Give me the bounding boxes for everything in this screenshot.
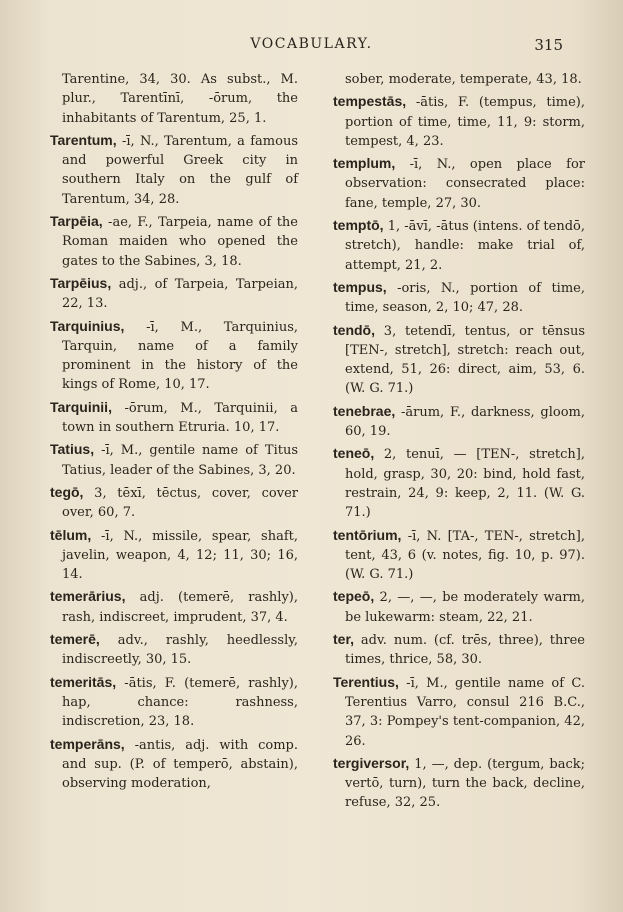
dictionary-entry bbox=[333, 92, 585, 151]
dictionary-entry bbox=[333, 444, 585, 522]
left-column bbox=[50, 70, 298, 796]
dictionary-entry bbox=[50, 317, 298, 395]
entry-headword: Tarentum, bbox=[50, 131, 117, 148]
dictionary-entry bbox=[333, 754, 585, 813]
right-column bbox=[333, 70, 585, 816]
page-number: 315 bbox=[534, 36, 563, 54]
entry-headword: teneō, bbox=[333, 445, 375, 462]
entry-headword: tempus, bbox=[333, 278, 387, 295]
entry-definition: -ī, N., Tarentum, a famous and powerful Greek city in southern Italy on the gulf of Tarentum, 34, 28. bbox=[62, 133, 298, 207]
dictionary-entry bbox=[50, 483, 298, 523]
dictionary-entry bbox=[50, 131, 298, 209]
dictionary-entry bbox=[333, 154, 585, 213]
running-title: VOCABULARY. bbox=[250, 36, 373, 52]
dictionary-entry bbox=[333, 216, 585, 275]
entry-definition: 2, tenuī, — [TEN-, stretch], hold, grasp, 30, 20: bind, hold fast, restrain, 24, 9: keep, 2, 11. (W. G. 71.) bbox=[345, 447, 585, 521]
entry-headword: Terentius, bbox=[333, 673, 399, 690]
dictionary-entry bbox=[50, 526, 298, 585]
entry-definition: -ae, F., Tarpeia, name of the Roman maiden who opened the gates to the Sabines, 3, 18. bbox=[62, 215, 298, 269]
entry-definition: -ātis, F. (temerē, rashly), hap, chance: rashness, indiscretion, 23, 18. bbox=[62, 675, 298, 730]
dictionary-entry bbox=[333, 278, 585, 318]
entry-headword: tergiversor, bbox=[333, 754, 410, 771]
entry-definition: sober, moderate, temperate, 43, 18. bbox=[345, 72, 582, 87]
dictionary-entry bbox=[50, 440, 298, 480]
entry-definition: -ī, N., open place for observation: consecrated place: fane, temple, 27, 30. bbox=[345, 157, 585, 211]
entry-definition: -ī, N. [TA-, TEN-, stretch], tent, 43, 6 (v. notes, fig. 10, p. 97). (W. G. 71.) bbox=[345, 528, 585, 583]
entry-headword: Tarquinii, bbox=[50, 398, 112, 415]
entry-headword: templum, bbox=[333, 155, 396, 172]
entry-headword: temerē, bbox=[50, 631, 100, 648]
dictionary-entry bbox=[333, 630, 585, 670]
entry-headword: tenebrae, bbox=[333, 402, 396, 419]
dictionary-entry bbox=[333, 70, 585, 89]
dictionary-entry bbox=[333, 526, 585, 585]
entry-definition: 1, —, dep. (tergum, back; vertō, turn), turn the back, decline, refuse, 32, 25. bbox=[345, 756, 585, 811]
entry-headword: temerārius, bbox=[50, 588, 126, 605]
entry-definition: -oris, N., portion of time, time, season, 2, 10; 47, 28. bbox=[345, 280, 585, 316]
entry-definition: -ātis, F. (tempus, time), portion of time, time, 11, 9: storm, tempest, 4, 23. bbox=[345, 95, 585, 149]
entry-definition: adv., rashly, heedlessly, indiscreetly, 30, 15. bbox=[62, 633, 298, 668]
entry-headword: tendō, bbox=[333, 321, 375, 338]
entry-headword: tempestās, bbox=[333, 93, 407, 110]
entry-headword: tentōrium, bbox=[333, 526, 402, 543]
dictionary-entry bbox=[50, 587, 298, 627]
entry-headword: Tarpēia, bbox=[50, 213, 103, 230]
entry-headword: tēlum, bbox=[50, 526, 92, 543]
dictionary-entry bbox=[333, 673, 585, 751]
entry-headword: Tarpēius, bbox=[50, 274, 112, 291]
entry-definition: 3, tetendī, tentus, or tēnsus [TEN-, stretch], stretch: reach out, extend, 51, 26: direct, aim, 53, 6. (W. G. 71.) bbox=[345, 323, 585, 397]
entry-headword: tegō, bbox=[50, 483, 84, 500]
entry-headword: temptō, bbox=[333, 217, 384, 234]
entry-definition: 1, -āvī, -ātus (intens. of tendō, stretch), handle: make trial of, attempt, 21, 2. bbox=[345, 219, 585, 273]
entry-definition: adv. num. (cf. trēs, three), three times, thrice, 58, 30. bbox=[345, 633, 585, 668]
entry-definition: -ārum, F., darkness, gloom, 60, 19. bbox=[345, 404, 585, 440]
entry-headword: temeritās, bbox=[50, 673, 117, 690]
entry-definition: -ī, M., gentile name of C. Terentius Varro, consul 216 B.C., 37, 3: Pompey's tent-companion, 42, 26. bbox=[345, 675, 585, 749]
entry-definition: 3, tēxī, tēctus, cover, cover over, 60, 7. bbox=[62, 485, 298, 521]
entry-headword: Tatius, bbox=[50, 441, 95, 458]
entry-headword: tepeō, bbox=[333, 588, 375, 605]
dictionary-entry bbox=[333, 402, 585, 442]
entry-headword: ter, bbox=[333, 631, 355, 648]
dictionary-entry bbox=[50, 274, 298, 314]
entry-headword: Tarquinius, bbox=[50, 317, 125, 334]
dictionary-entry bbox=[333, 587, 585, 627]
dictionary-entry bbox=[333, 321, 585, 399]
dictionary-entry bbox=[50, 630, 298, 670]
entry-headword: temperāns, bbox=[50, 735, 125, 752]
entry-definition: Tarentine, 34, 30. As subst., M. plur., Tarentīnī, -ōrum, the inhabitants of Tarentum, 25, 1. bbox=[62, 72, 298, 126]
dictionary-entry bbox=[50, 70, 298, 128]
entry-definition: -ī, N., missile, spear, shaft, javelin, weapon, 4, 12; 11, 30; 16, 14. bbox=[62, 528, 298, 583]
dictionary-entry bbox=[50, 398, 298, 438]
dictionary-entry bbox=[50, 212, 298, 271]
entry-definition: 2, —, —, be moderately warm, be lukewarm: steam, 22, 21. bbox=[345, 590, 585, 625]
entry-definition: -ōrum, M., Tarquinii, a town in southern Etruria. 10, 17. bbox=[62, 400, 298, 436]
entry-definition: -ī, M., Tarquinius, Tarquin, name of a family prominent in the history of the kings of Rome, 10, 17. bbox=[62, 319, 298, 393]
running-head bbox=[0, 36, 623, 58]
dictionary-entry bbox=[50, 735, 298, 794]
dictionary-entry bbox=[50, 673, 298, 732]
entry-definition: -ī, M., gentile name of Titus Tatius, leader of the Sabines, 3, 20. bbox=[62, 443, 298, 478]
entry-definition: -antis, adj. with comp. and sup. (P. of temperō, abstain), observing moderation, bbox=[62, 737, 298, 792]
entry-definition: adj. (temerē, rashly), rash, indiscreet, imprudent, 37, 4. bbox=[62, 590, 298, 625]
entry-definition: adj., of Tarpeia, Tarpeian, 22, 13. bbox=[62, 276, 298, 312]
